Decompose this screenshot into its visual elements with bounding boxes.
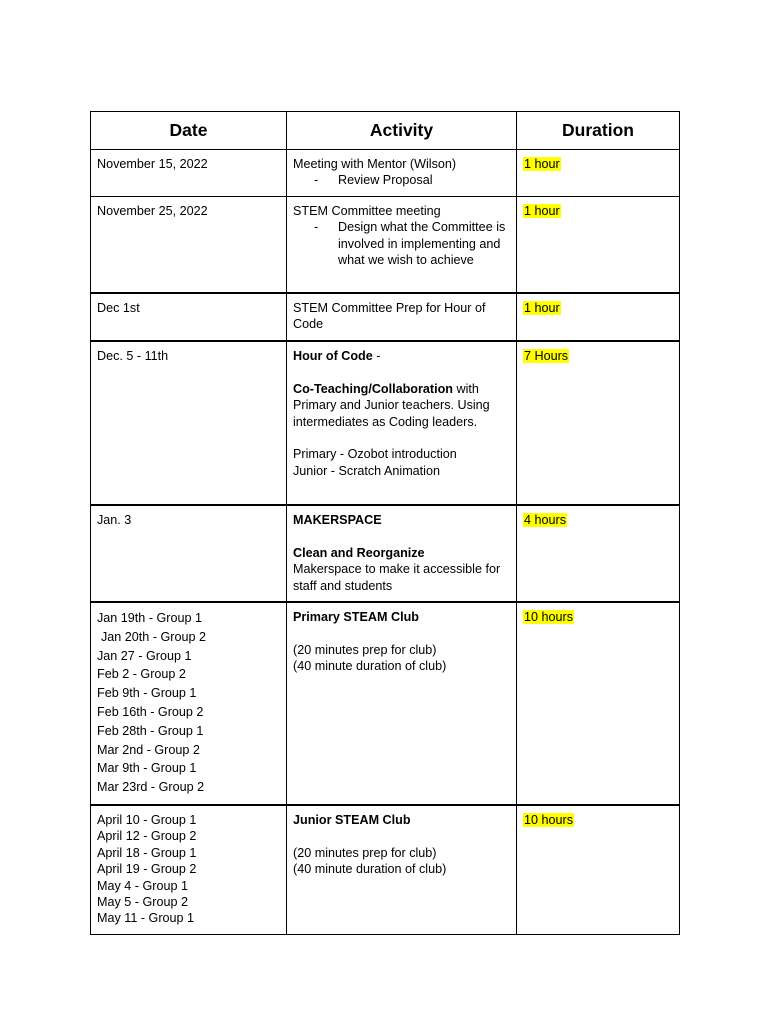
table-row — [91, 341, 680, 505]
activity-text: Junior - Scratch Animation — [293, 463, 440, 478]
header-activity: Activity — [287, 112, 517, 150]
date-cell: Dec 1st — [91, 293, 287, 341]
activity-cell — [287, 150, 517, 197]
date-cell: Dec. 5 - 11th — [91, 341, 287, 505]
activity-text: (20 minutes prep for club) — [293, 642, 437, 657]
activity-bold: Clean and Reorganize — [293, 545, 425, 560]
date-item: May 11 - Group 1 — [97, 911, 195, 926]
activity-text: (20 minutes prep for club) — [293, 845, 437, 860]
date-item: Feb 28th - Group 1 — [97, 723, 204, 738]
table-row — [91, 197, 680, 294]
activity-bullet: - Design what the Committee is involved in implementing and what we wish to achieve — [338, 219, 510, 268]
duration-cell — [517, 293, 680, 341]
duration-cell — [517, 341, 680, 505]
duration-highlight: 4 hours — [524, 513, 567, 527]
duration-highlight: 1 hour — [524, 157, 560, 171]
duration-highlight: 10 hours — [524, 610, 574, 624]
activity-text: with Primary and Junior teachers. Using intermediates as Coding leaders. — [293, 381, 490, 429]
date-item: Feb 9th - Group 1 — [97, 686, 197, 701]
date-cell: November 15, 2022 — [91, 150, 287, 197]
activity-text: (40 minute duration of club) — [293, 659, 447, 674]
header-duration: Duration — [517, 112, 680, 150]
activity-bold: Hour of Code — [293, 349, 373, 363]
activity-bullets — [293, 219, 510, 268]
date-item: May 4 - Group 1 — [97, 878, 188, 893]
date-item: Feb 2 - Group 2 — [97, 667, 186, 682]
activity-text: STEM Committee Prep for Hour of Code — [293, 301, 486, 332]
header-date: Date — [91, 112, 287, 150]
duration-highlight: 7 Hours — [524, 349, 569, 363]
date-item: Mar 9th - Group 1 — [97, 761, 197, 776]
header-row — [91, 112, 680, 150]
table-row — [91, 150, 680, 197]
activity-text: (40 minute duration of club) — [293, 862, 447, 877]
activity-cell — [287, 197, 517, 294]
activity-bold: Primary STEAM Club — [293, 610, 419, 624]
duration-highlight: 1 hour — [524, 301, 560, 315]
date-item: Jan 19th - Group 1 — [97, 611, 203, 625]
date-item: Jan 20th - Group 2 — [101, 629, 207, 644]
duration-cell — [517, 805, 680, 935]
activity-cell — [287, 505, 517, 602]
duration-cell — [517, 505, 680, 602]
duration-cell — [517, 150, 680, 197]
date-list — [97, 609, 280, 797]
activity-paragraph — [293, 381, 510, 430]
activity-bold: Co-Teaching/Collaboration — [293, 381, 453, 396]
date-item: Feb 16th - Group 2 — [97, 704, 204, 719]
date-list — [97, 812, 280, 927]
activity-text: Makerspace to make it accessible for staff and students — [293, 562, 501, 593]
date-cell — [91, 805, 287, 935]
date-item: Jan 27 - Group 1 — [97, 648, 192, 663]
activity-text: - — [372, 349, 381, 363]
activity-heading — [293, 348, 510, 364]
activity-bullet: - Review Proposal — [338, 172, 510, 188]
activity-bullets — [293, 172, 510, 188]
date-item: Mar 2nd - Group 2 — [97, 742, 200, 757]
table-row — [91, 505, 680, 602]
duration-cell — [517, 197, 680, 294]
date-cell — [91, 602, 287, 805]
table-row — [91, 293, 680, 341]
activity-cell — [287, 602, 517, 805]
date-item: April 12 - Group 2 — [97, 829, 197, 844]
date-item: April 18 - Group 1 — [97, 845, 197, 860]
schedule-table — [90, 111, 680, 935]
date-item: Mar 23rd - Group 2 — [97, 780, 205, 795]
activity-cell — [287, 293, 517, 341]
activity-cell — [287, 805, 517, 935]
duration-highlight: 10 hours — [524, 813, 574, 827]
activity-bold: MAKERSPACE — [293, 513, 382, 527]
table-row — [91, 602, 680, 805]
date-item: April 19 - Group 2 — [97, 862, 197, 877]
activity-text: Meeting with Mentor (Wilson) — [293, 157, 457, 171]
activity-text: STEM Committee meeting — [293, 204, 441, 218]
activity-text: Primary - Ozobot introduction — [293, 447, 457, 462]
activity-bold: Junior STEAM Club — [293, 813, 411, 827]
date-item: May 5 - Group 2 — [97, 895, 188, 910]
duration-highlight: 1 hour — [524, 204, 560, 218]
date-cell: November 25, 2022 — [91, 197, 287, 294]
table-row — [91, 805, 680, 935]
date-item: April 10 - Group 1 — [97, 813, 197, 827]
activity-cell — [287, 341, 517, 505]
date-cell: Jan. 3 — [91, 505, 287, 602]
duration-cell — [517, 602, 680, 805]
